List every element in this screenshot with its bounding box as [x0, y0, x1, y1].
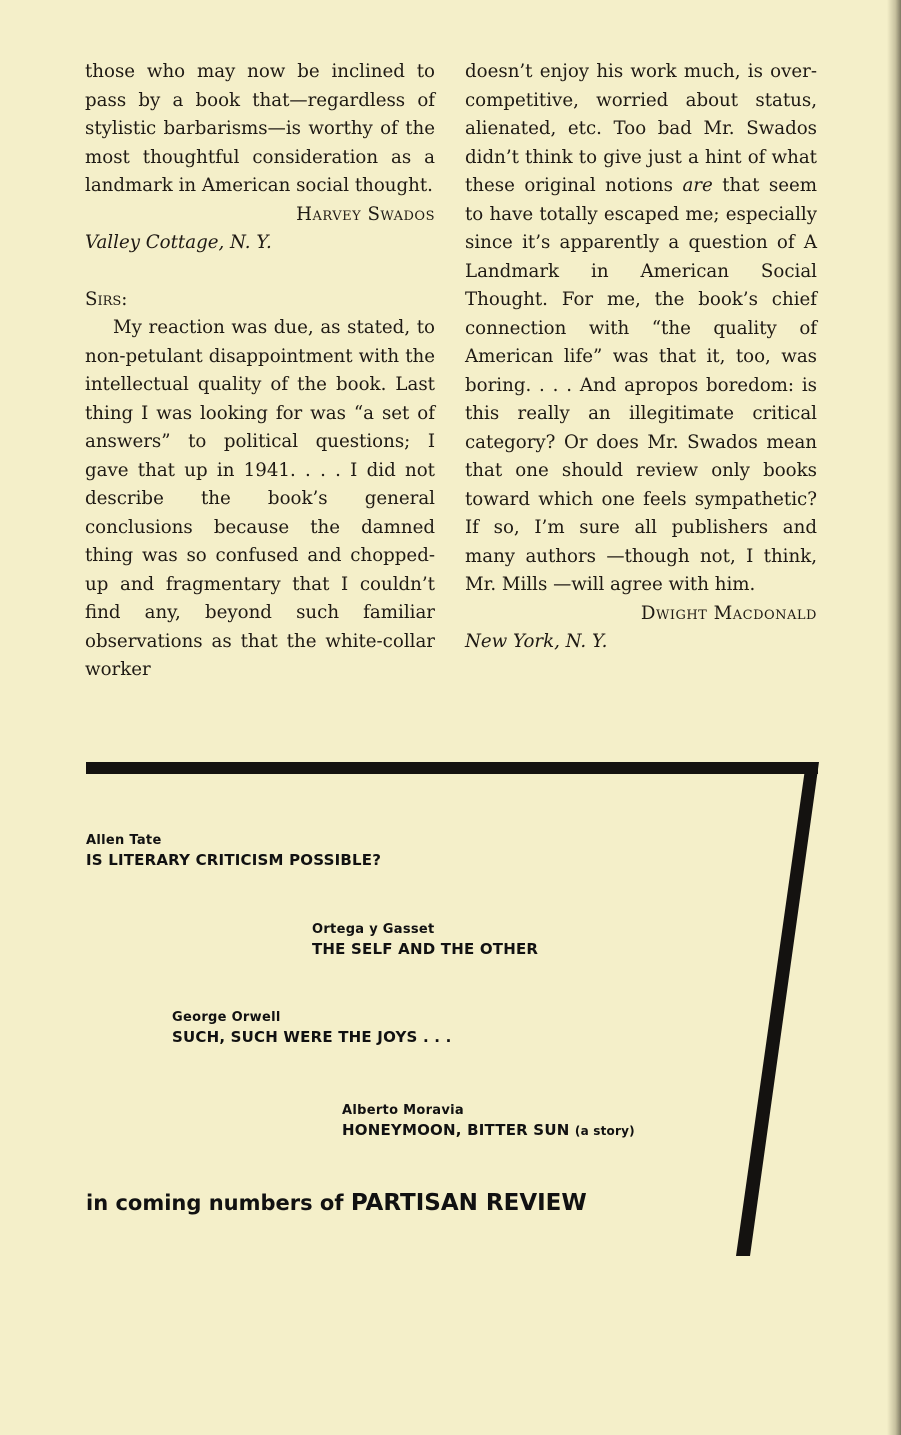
ad-title: [342, 1121, 635, 1139]
ad-tagline-prefix: in coming numbers of: [86, 1191, 344, 1215]
ad-entry-alberto-moravia: [342, 1103, 635, 1139]
ad-magazine-name: PARTISAN REVIEW: [350, 1190, 587, 1216]
ad-entry-george-orwell: [172, 1010, 452, 1046]
letter-column-right: [465, 58, 817, 657]
letter-paragraph: [465, 58, 817, 600]
signature-dwight-macdonald: Dwight Macdonald: [640, 602, 817, 624]
letter-paragraph: those who may now be inclined to pass by a book that—regardless of stylistic barbarisms—is worthy of the most thoughtful consideration as a landmark in American social thought.: [85, 61, 435, 196]
emphasis-text: are: [682, 175, 713, 196]
ad-author: Allen Tate: [86, 833, 162, 848]
letter-paragraph: My reaction was due, as stated, to non-petulant disappointment with the intellectual quality of the book. Last thing I was looking for was “a set of answers” to political questions; I gave that up in 1941. . . . I did not describe the book’s general conclusions because the damned thing was so confused and chopped-up and fragmentary that I couldn’t find any, beyond such familiar observations as that the white-collar worker: [85, 317, 435, 680]
ad-title: SUCH, SUCH WERE THE JOYS . . .: [172, 1028, 452, 1046]
ad-title: IS LITERARY CRITICISM POSSIBLE?: [86, 851, 382, 869]
ad-entry-allen-tate: [86, 833, 381, 869]
ad-title: THE SELF AND THE OTHER: [312, 940, 539, 958]
ad-title-text: HONEYMOON, BITTER SUN: [342, 1121, 570, 1139]
letter-salutation: Sirs:: [85, 288, 128, 310]
ad-author: George Orwell: [172, 1010, 281, 1025]
ad-author: Alberto Moravia: [342, 1103, 464, 1118]
letter-text: that seem to have totally escaped me; especially since it’s apparently a question of A Landmark in American Social Thought. For me, the book’s chief connection with “the quality of American life” was that it, too, was boring. . . . And apropos boredom: is this really an illegitimate critical category? Or does Mr. Swados mean that one should review only books toward which one feels sympathetic? If so, I’m sure all publishers and many authors —though not, I think, Mr. Mills —will agree with him.: [465, 175, 818, 595]
ad-title-note: (a story): [574, 1124, 635, 1138]
ad-author: Ortega y Gasset: [312, 922, 435, 937]
ad-tagline: [86, 1190, 587, 1216]
page-spine-shadow: [887, 0, 901, 1435]
ad-top-rule: [86, 762, 818, 774]
letter-text: doesn’t enjoy his work much, is over-competitive, worried about status, alienated, etc. Too bad Mr. Swados didn’t think to give just a hint of what these original notions: [465, 61, 817, 196]
letter-column-left: [85, 58, 435, 685]
ad-entry-ortega-y-gasset: [312, 922, 538, 958]
letter-location: New York, N. Y.: [465, 631, 608, 652]
signature-harvey-swados: Harvey Swados: [296, 203, 435, 225]
letter-location: Valley Cottage, N. Y.: [85, 232, 272, 253]
